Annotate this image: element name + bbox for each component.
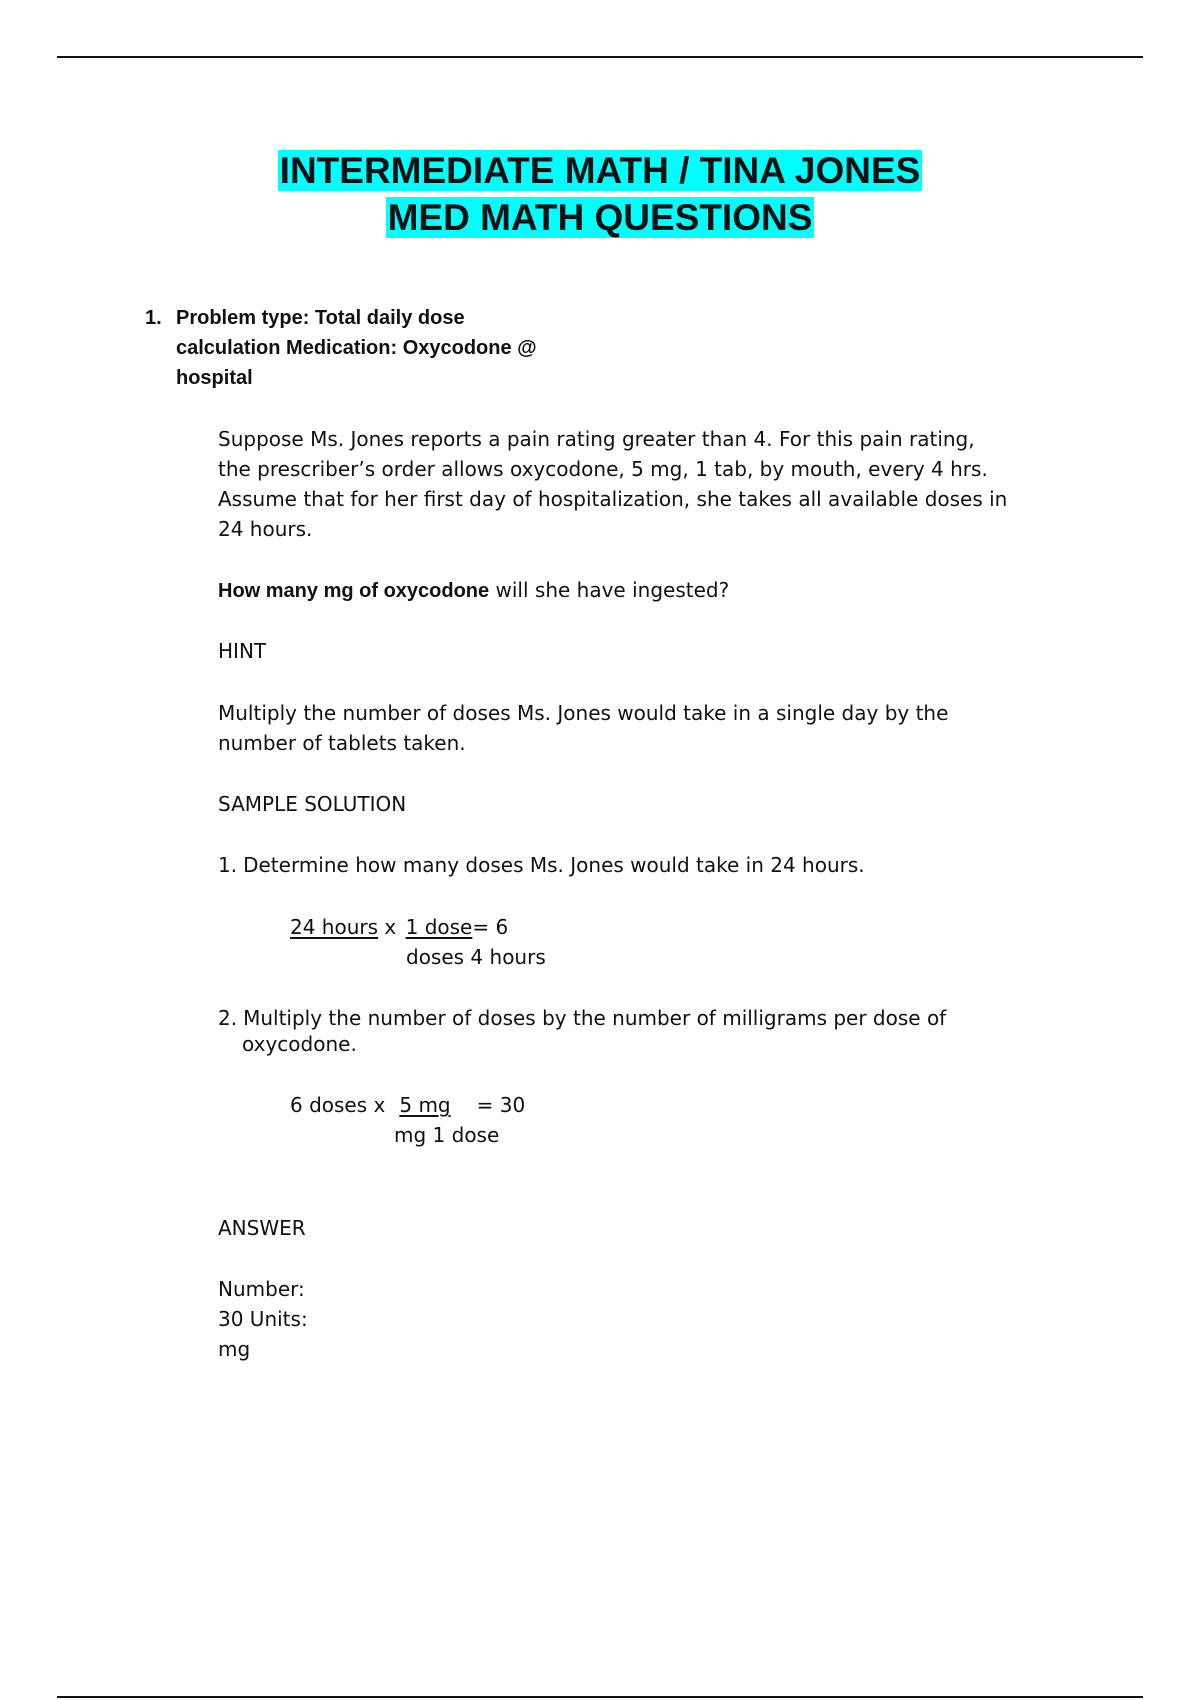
- step-2-eq-numerator: 5 mg: [399, 1093, 451, 1117]
- question-bold: How many mg of oxycodone: [218, 580, 490, 602]
- bottom-rule: [57, 1696, 1143, 1698]
- step-2-text-line-2: oxycodone.: [242, 1032, 357, 1056]
- problem-number: 1.: [145, 307, 162, 329]
- step-1-eq-numerator-a: 24 hours: [290, 915, 379, 939]
- step-2-text-line-1: Multiply the number of doses by the number of milligrams per dose of: [243, 1006, 947, 1030]
- title-line-1: INTERMEDIATE MATH / TINA JONES: [279, 150, 921, 191]
- step-1-eq-result: = 6: [472, 915, 509, 939]
- step-2-number: 2.: [218, 1006, 238, 1030]
- step-1-number: 1.: [218, 853, 238, 877]
- scenario-line-1: Suppose Ms. Jones reports a pain rating greater than 4. For this pain rating,: [218, 427, 975, 451]
- step-1-eq-numerator-b: 1 dose: [405, 915, 473, 939]
- step-2-eq-a: 6 doses x: [290, 1093, 386, 1117]
- answer-line-2: 30 Units:: [218, 1307, 308, 1331]
- scenario-line-3: Assume that for her first day of hospitalization, she takes all available doses in: [218, 487, 1008, 511]
- scenario-line-2: the prescriber’s order allows oxycodone, 5 mg, 1 tab, by mouth, every 4 hrs.: [218, 457, 988, 481]
- step-1-equation: [290, 912, 508, 942]
- step-1-eq-denominators: doses 4 hours: [406, 945, 546, 969]
- step-1-text: Determine how many doses Ms. Jones would take in 24 hours.: [243, 853, 865, 877]
- problem-type-line-2: calculation Medication: Oxycodone @: [176, 337, 537, 359]
- question: [218, 575, 729, 606]
- hint-label: HINT: [218, 639, 267, 663]
- page-title: [0, 147, 1200, 241]
- step-1-eq-times: x: [378, 915, 403, 939]
- problem-type-line-3: hospital: [176, 367, 253, 389]
- hint-line-1: Multiply the number of doses Ms. Jones would take in a single day by the: [218, 701, 949, 725]
- scenario-line-4: 24 hours.: [218, 517, 313, 541]
- step-1: [218, 850, 865, 880]
- answer-label: ANSWER: [218, 1216, 306, 1240]
- step-2-eq-result: = 30: [476, 1093, 526, 1117]
- step-2-eq-denominators: mg 1 dose: [394, 1123, 500, 1147]
- answer-line-3: mg: [218, 1337, 251, 1361]
- step-2-equation: [290, 1090, 525, 1120]
- solution-label: SAMPLE SOLUTION: [218, 792, 407, 816]
- top-rule: [57, 56, 1143, 58]
- hint-line-2: number of tablets taken.: [218, 731, 466, 755]
- problem-type-line-1: Problem type: Total daily dose: [176, 307, 465, 329]
- answer-line-1: Number:: [218, 1277, 305, 1301]
- question-rest: will she have ingested?: [489, 578, 730, 602]
- problem-type-heading: [145, 303, 605, 393]
- title-line-2: MED MATH QUESTIONS: [387, 197, 813, 238]
